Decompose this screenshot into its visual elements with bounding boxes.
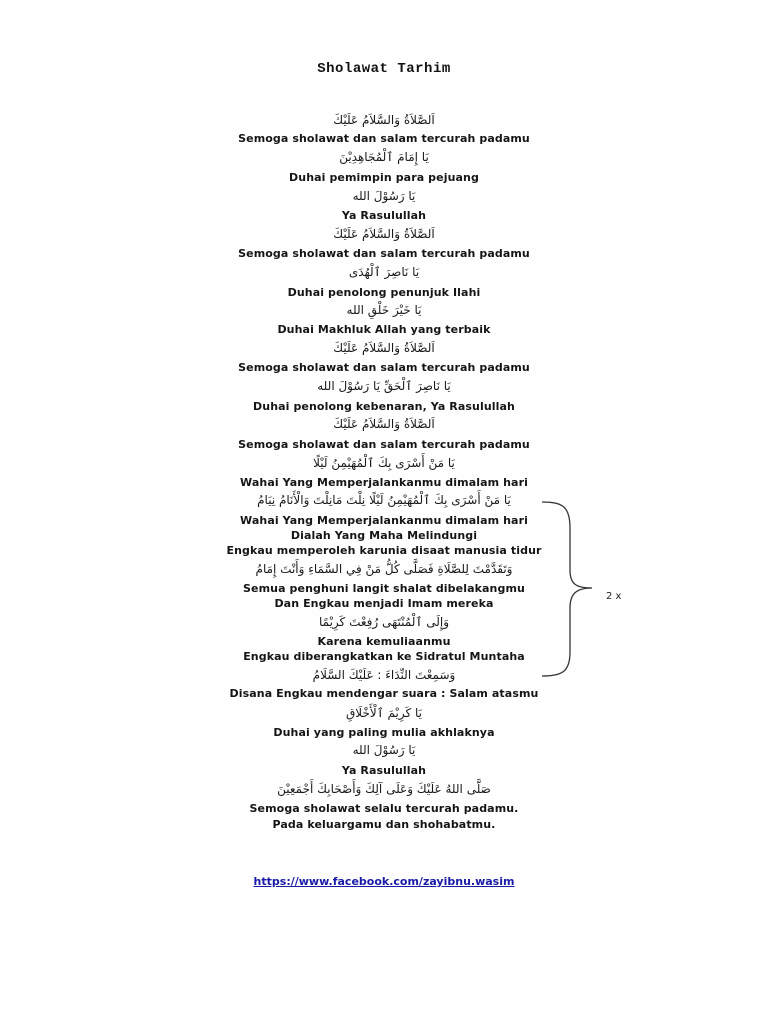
arabic-verse-line: يَا خَيْرَ خَلْقِ الله (346, 303, 422, 317)
translation-line: Karena kemuliaanmu (317, 635, 451, 648)
translation-line: Dan Engkau menjadi Imam mereka (274, 597, 494, 610)
arabic-verse-line: وَسَمِعْتَ النِّدَاءَ : عَلَيْكَ السَّلَامُ (312, 668, 456, 682)
translation-line: Ya Rasulullah (341, 209, 427, 222)
translation-line: Duhai penolong kebenaran, Ya Rasulullah (253, 400, 515, 413)
translation-line: Pada keluargamu dan shohabatmu. (272, 818, 496, 831)
arabic-verse-line: يَا نَاصِرَ ٱلْهُدَى (348, 265, 420, 279)
arabic-verse-line: اَلصَّلاَةُ وَالسَّلاَمُ عَلَيْكَ (333, 227, 435, 241)
arabic-verse-line: وَإِلَى ٱلْمُنْتَهَى رُفِعْتَ كَرِيْمًا (318, 615, 449, 629)
translation-line: Dialah Yang Maha Melindungi (290, 529, 478, 542)
arabic-verse-line: يَا مَنْ أَسْرَى بِكَ ٱلْمُهَيْمِنُ لَيْلًا (313, 456, 455, 470)
arabic-verse-line: اَلصَّلاَةُ وَالسَّلاَمُ عَلَيْكَ (333, 417, 435, 431)
translation-line: Disana Engkau mendengar suara : Salam atasmu (229, 687, 539, 700)
arabic-verse-line: يَا رَسُوْلَ الله (352, 189, 416, 203)
translation-line: Wahai Yang Memperjalankanmu dimalam hari (240, 514, 528, 527)
translation-line: Duhai penolong penunjuk Ilahi (287, 286, 481, 299)
translation-line: Semua penghuni langit shalat dibelakangmu (243, 582, 525, 595)
translation-line: Duhai Makhluk Allah yang terbaik (277, 323, 491, 336)
translation-line: Wahai Yang Memperjalankanmu dimalam hari (240, 476, 528, 489)
document-title: Sholawat Tarhim (317, 61, 451, 77)
arabic-verse-line: وَتَقَدَّمْتَ لِلصَّلَاةِ فَصَلَّى كُلُّ مَنْ فِي السَّمَاءِ وَأَنْتَ إِمَامُ (255, 562, 513, 576)
arabic-verse-line: اَلصَّلاَةُ وَالسَّلاَمُ عَلَيْكَ (333, 341, 435, 355)
arabic-verse-line: اَلصَّلاَةُ وَالسَّلاَمُ عَلَيْكَ (333, 113, 435, 127)
translation-line: Duhai yang paling mulia akhlaknya (273, 726, 495, 739)
translation-line: Semoga sholawat dan salam tercurah padamu (238, 361, 530, 374)
translation-line: Ya Rasulullah (341, 764, 427, 777)
arabic-verse-line: يَا مَنْ أَسْرَى بِكَ ٱلْمُهَيْمِنُ لَيْلًا نِلْتَ مَانِلْتَ وَالْأَنَامُ نِيَامُ (257, 493, 511, 507)
arabic-verse-line: يَا رَسُوْلَ الله (352, 743, 416, 757)
repeat-count-label: 2 x (606, 591, 622, 602)
translation-line: Engkau diberangkatkan ke Sidratul Muntaha (243, 650, 525, 663)
arabic-verse-line: صَلَّى اللهُ عَلَيْكَ وَعَلَى آلِكَ وَأَصْحَابِكَ أَجْمَعِيْنَ (277, 782, 491, 796)
translation-line: Engkau memperoleh karunia disaat manusia tidur (226, 544, 542, 557)
arabic-verse-line: يَا نَاصِرَ ٱلْحَقِّ يَا رَسُوْلَ الله (317, 379, 451, 393)
facebook-link-container (0, 875, 768, 888)
repeat-brace-icon (540, 498, 600, 680)
translation-line: Semoga sholawat dan salam tercurah padamu (238, 132, 530, 145)
arabic-verse-line: يَا إِمَامَ ٱلْمُجَاهِدِيْنَ (339, 150, 429, 164)
translation-line: Duhai pemimpin para pejuang (289, 171, 479, 184)
translation-line: Semoga sholawat dan salam tercurah padamu (238, 247, 530, 260)
translation-line: Semoga sholawat selalu tercurah padamu. (249, 802, 519, 815)
facebook-link[interactable]: https://www.facebook.com/zayibnu.wasim (253, 875, 515, 888)
translation-line: Semoga sholawat dan salam tercurah padamu (238, 438, 530, 451)
arabic-verse-line: يَا كَرِيْمَ ٱلْأَخْلَاقِ (345, 706, 423, 720)
